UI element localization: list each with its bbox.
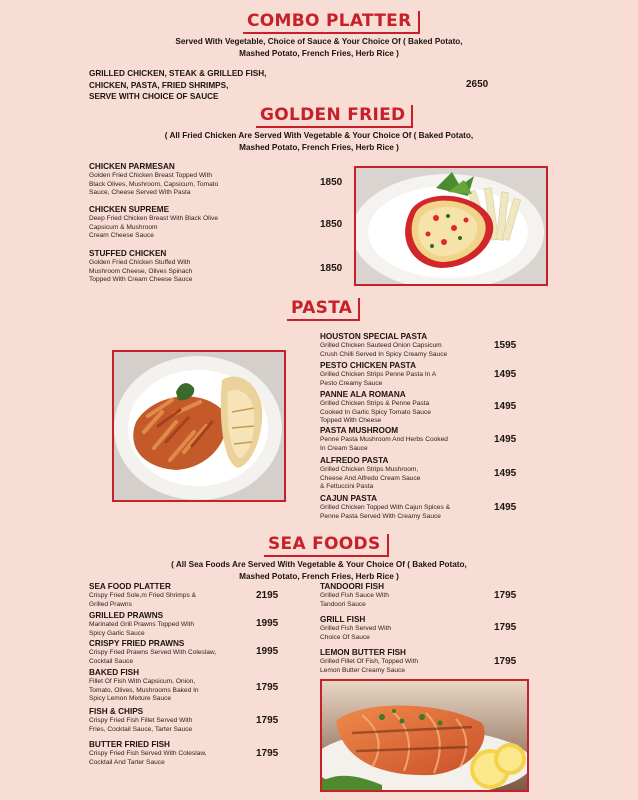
golden-fried-heading: GOLDEN FRIED [256, 105, 413, 128]
menu-item-pesto-chicken-pasta: PESTO CHICKEN PASTA Grilled Chicken Strips Penne Pasta In A Pesto Creamy Sauce [320, 361, 437, 387]
sea-foods-subtitle: ( All Sea Foods Are Served With Vegetable & Your Choice Of ( Baked Potato, Mashed Potato, French Fries, Herb Rice ) [171, 560, 467, 581]
price-tandoori-fish: 1795 [494, 590, 517, 601]
price-grill-fish: 1795 [494, 622, 517, 633]
menu-item-panne-ala-romana: PANNE ALA ROMANA Grilled Chicken Strips & Penne Pasta Cooked In Garlic Spicy Tomato Sauce Topped With Cheese [320, 390, 431, 425]
price-stuffed-chicken: 1850 [320, 263, 343, 274]
price-panne-ala-romana: 1495 [494, 401, 517, 412]
menu-item-houston-special-pasta: HOUSTON SPECIAL PASTA Grilled Chicken Sauteed Onion Capsicum Crush Chilli Served In Spicy Creamy Sauce [320, 332, 448, 358]
pasta-image [114, 352, 284, 500]
menu-item-grilled-prawns: GRILLED PRAWNS Marinated Grill Prawns Topped With Spicy Garlic Sauce [89, 611, 195, 637]
combo-platter-heading: COMBO PLATTER [243, 11, 420, 34]
menu-item-stuffed-chicken: STUFFED CHICKEN Golden Fried Chicken Stuffed With Mushroom Cheese, Olives Spinach Topped With Cream Cheese Sauce [89, 249, 193, 284]
price-crispy-fried-prawns: 1995 [256, 646, 279, 657]
menu-item-baked-fish: BAKED FISH Fillet Of Fish With Capsicum, Onion, Tomato, Olives, Mushrooms Baked In Spicy Lemon Mixture Sauce [89, 668, 199, 703]
menu-item-cajun-pasta: CAJUN PASTA Grilled Chicken Topped With Cajun Spices & Penne Pasta Served With Creamy Sauce [320, 494, 450, 520]
menu-item-crispy-fried-prawns: CRISPY FRIED PRAWNS Crispy Fried Prawns Served With Coleslaw, Cocktail Sauce [89, 639, 217, 665]
price-houston-special-pasta: 1595 [494, 340, 517, 351]
menu-item-sea-food-platter: SEA FOOD PLATTER Crispy Fried Sole,m Fried Shrimps & Grilled Prawns [89, 582, 196, 608]
menu-item-lemon-butter-fish: LEMON BUTTER FISH Grilled Fillet Of Fish, Topped With Lemon Butter Creamy Sauce [320, 648, 419, 674]
grilled-fish-photo [320, 679, 529, 792]
price-butter-fried-fish: 1795 [256, 748, 279, 759]
sea-foods-heading: SEA FOODS [264, 534, 389, 557]
price-chicken-parmesan: 1850 [320, 177, 343, 188]
menu-item-tandoori-fish: TANDOORI FISH Grilled Fish Sauce With Tandoori Sauce [320, 582, 389, 608]
menu-item-chicken-supreme: CHICKEN SUPREME Deep Fried Chicken Breast With Black Olive Capsicum & Mushroom Cream Cheese Sauce [89, 205, 218, 240]
menu-item-grill-fish: GRILL FISH Grilled Fish Served With Choice Of Sauce [320, 615, 392, 641]
grilled-fish-image [322, 681, 527, 790]
price-alfredo-pasta: 1495 [494, 468, 517, 479]
menu-item-fish-and-chips: FISH & CHIPS Crispy Fried Fish Fillet Served With Fries, Cocktail Sauce, Tarter Sauce [89, 707, 193, 733]
price-grilled-prawns: 1995 [256, 618, 279, 629]
chicken-parmesan-image [356, 168, 546, 284]
price-pesto-chicken-pasta: 1495 [494, 369, 517, 380]
menu-item-chicken-parmesan: CHICKEN PARMESAN Golden Fried Chicken Breast Topped With Black Olives, Mushroom, Capsicum, Tomato Sauce, Cheese Served With Pasta [89, 162, 219, 197]
price-lemon-butter-fish: 1795 [494, 656, 517, 667]
price-baked-fish: 1795 [256, 682, 279, 693]
price-pasta-mushroom: 1495 [494, 434, 517, 445]
price-fish-and-chips: 1795 [256, 715, 279, 726]
pasta-heading: PASTA [287, 298, 360, 321]
chicken-parmesan-photo [354, 166, 548, 286]
menu-item-pasta-mushroom: PASTA MUSHROOM Penne Pasta Mushroom And Herbs Cooked In Cream Sauce [320, 426, 448, 452]
price-chicken-supreme: 1850 [320, 219, 343, 230]
combo-platter-price: 2650 [466, 79, 489, 90]
combo-platter-item: GRILLED CHICKEN, STEAK & GRILLED FISH, CHICKEN, PASTA, FRIED SHRIMPS, SERVE WITH CHOICE OF SAUCE [89, 69, 267, 101]
menu-item-butter-fried-fish: BUTTER FRIED FISH Crispy Fried Fish Served With Coleslaw, Cocktail And Tarter Sauce [89, 740, 207, 766]
menu-item-alfredo-pasta: ALFREDO PASTA Grilled Chicken Strips Mushroom, Cheese And Alfredo Cream Sauce & Fettuccini Pasta [320, 456, 421, 491]
price-sea-food-platter: 2195 [256, 590, 279, 601]
pasta-photo [112, 350, 286, 502]
golden-fried-subtitle: ( All Fried Chicken Are Served With Vegetable & Your Choice Of ( Baked Potato, Mashed Potato, French Fries, Herb Rice ) [164, 131, 474, 152]
combo-platter-subtitle: Served With Vegetable, Choice of Sauce & Your Choice Of ( Baked Potato, Mashed Potato, French Fries, Herb Rice ) [175, 37, 463, 58]
price-cajun-pasta: 1495 [494, 502, 517, 513]
